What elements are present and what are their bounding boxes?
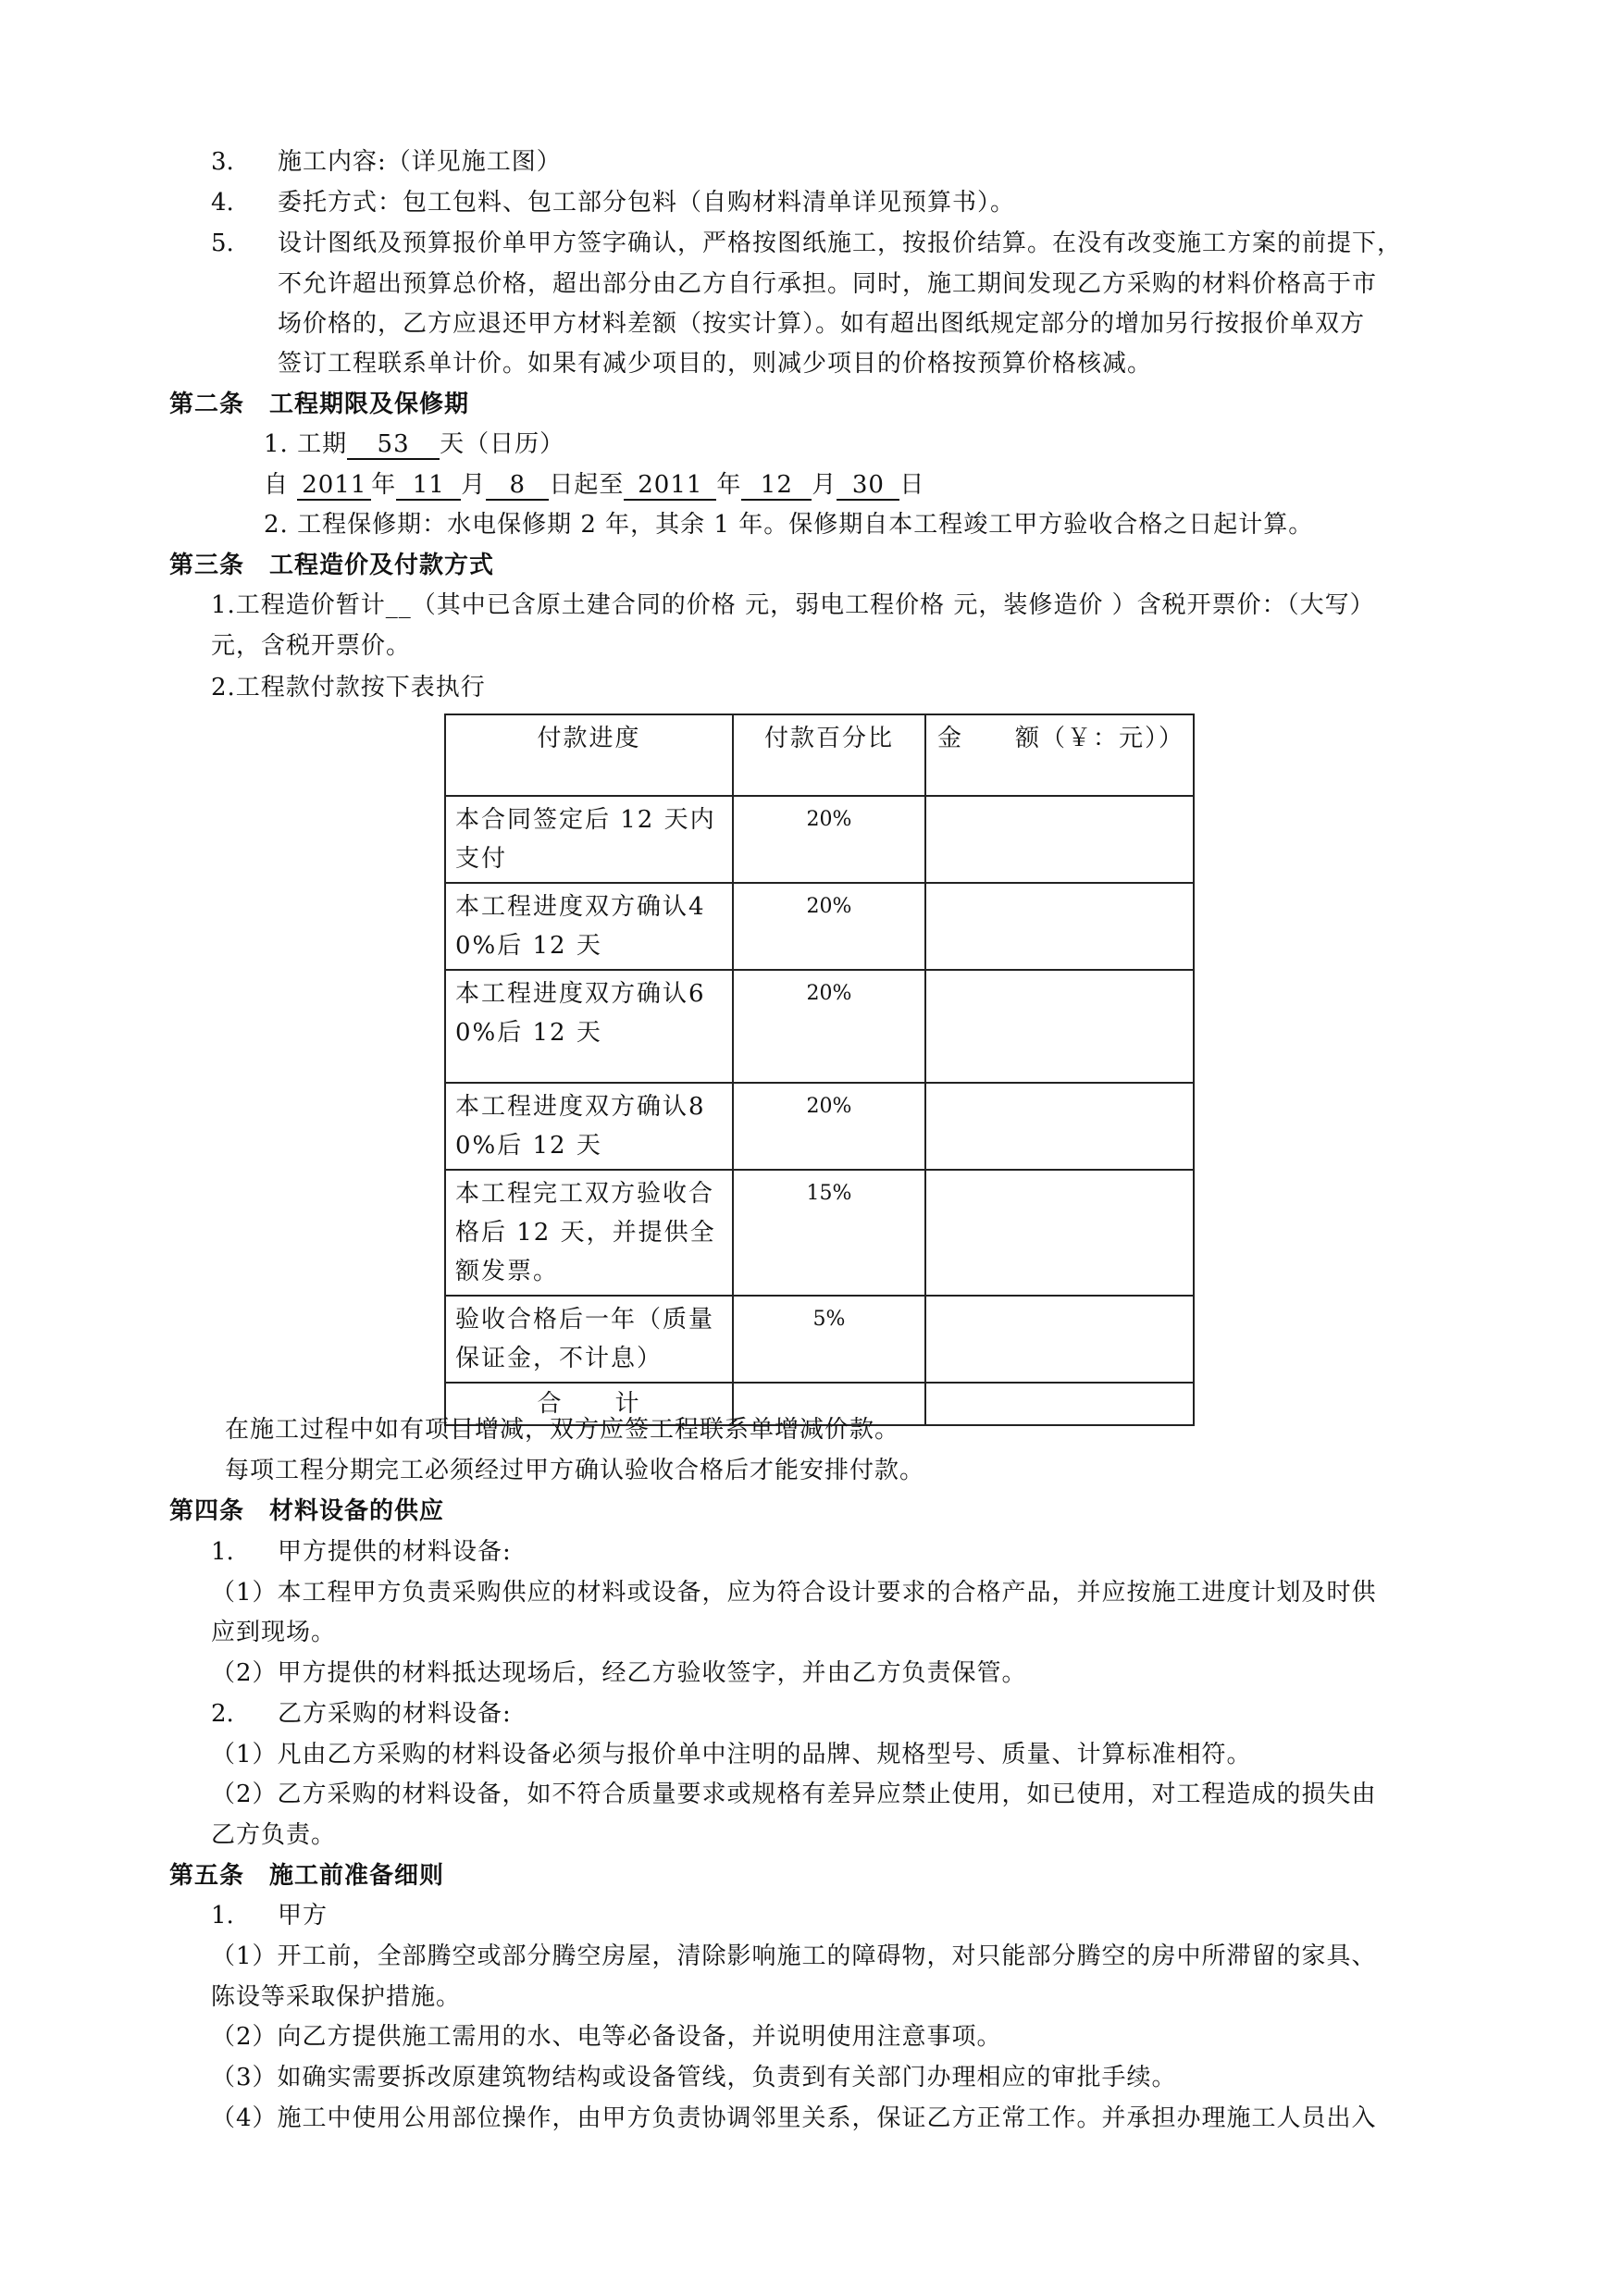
- end-day: 30: [837, 471, 899, 501]
- article-4-sub-1-number: 1.: [211, 1538, 234, 1566]
- table-row: [445, 1083, 1194, 1170]
- row-stage: 验收合格后一年（质量保证金，不计息）: [445, 1296, 733, 1383]
- row-stage: 本工程进度双方确认40%后 12 天: [445, 883, 733, 970]
- article-4-sub-1: 甲方提供的材料设备:: [278, 1538, 512, 1566]
- row-amount: [925, 1170, 1194, 1296]
- article-4-p1-line-1: （1）本工程甲方负责采购供应的材料或设备，应为符合设计要求的合格产品，并应按施工进度计划及时供: [211, 1579, 1377, 1607]
- row-percent: 20%: [733, 796, 925, 883]
- period-days: 53: [347, 430, 440, 460]
- article-5-sub-1-number: 1.: [211, 1902, 234, 1930]
- date-from-label: 自: [264, 471, 290, 499]
- row-amount: [925, 883, 1194, 970]
- item-3-text: 施工内容:（详见施工图）: [278, 148, 562, 176]
- item-5-line-3: 场价格的，乙方应退还甲方材料差额（按实计算）。如有超出图纸规定部分的增加另行按报价单双方: [278, 310, 1366, 338]
- row-stage: 本工程进度双方确认80%后 12 天: [445, 1083, 733, 1170]
- total-label: 合 计: [445, 1383, 733, 1425]
- cost-line-1: 1.工程造价暂计__（其中已含原土建合同的价格 元，弱电工程价格 元，装修造价 ）含税开票价：（大写）: [211, 591, 1375, 619]
- header-amount: 金 额（￥：元））: [925, 714, 1194, 796]
- table-row: [445, 1170, 1194, 1296]
- start-month: 11: [396, 471, 461, 501]
- header-progress: 付款进度: [445, 714, 733, 796]
- item-3-number: 3.: [211, 148, 234, 176]
- item-4-text: 委托方式：包工包料、包工部分包料（自购材料清单详见预算书）。: [278, 189, 1016, 217]
- article-5-p3: （3）如确实需要拆改原建筑物结构或设备管线，负责到有关部门办理相应的审批手续。: [211, 2064, 1177, 2091]
- row-percent: 20%: [733, 883, 925, 970]
- note-1: 在施工过程中如有项目增减，双方应签工程联系单增减价款。: [225, 1416, 900, 1444]
- start-year-char: 年: [371, 471, 397, 499]
- article-5-heading: 第五条 施工前准备细则: [169, 1862, 445, 1890]
- period-prefix: 1. 工期: [264, 430, 348, 458]
- article-5-p1-line-2: 陈设等采取保护措施。: [211, 1983, 462, 2011]
- warranty-line: 2. 工程保修期：水电保修期 2 年，其余 1 年。保修期自本工程竣工甲方验收合格之日起计算。: [264, 511, 1314, 539]
- total-amount: [925, 1383, 1194, 1425]
- article-4-p1-line-2: 应到现场。: [211, 1619, 337, 1646]
- row-stage: 本合同签定后 12 天内支付: [445, 796, 733, 883]
- row-stage: 本工程完工双方验收合格后 12 天，并提供全额发票。: [445, 1170, 733, 1296]
- row-percent: 20%: [733, 1083, 925, 1170]
- table-row: [445, 796, 1194, 883]
- item-5-number: 5.: [211, 230, 234, 257]
- article-3-heading: 第三条 工程造价及付款方式: [169, 552, 495, 579]
- row-percent: 15%: [733, 1170, 925, 1296]
- payment-schedule-table: [444, 714, 1195, 1426]
- row-percent: 20%: [733, 970, 925, 1083]
- row-amount: [925, 796, 1194, 883]
- article-5-p4: （4）施工中使用公用部位操作，由甲方负责协调邻里关系，保证乙方正常工作。并承担办理施工人员出入: [211, 2104, 1377, 2132]
- article-4-p2: （2）甲方提供的材料抵达现场后，经乙方验收签字，并由乙方负责保管。: [211, 1659, 1027, 1687]
- article-2-heading: 第二条 工程期限及保修期: [169, 391, 470, 418]
- start-day: 8: [486, 471, 549, 501]
- period-suffix: 天（日历）: [440, 430, 565, 458]
- article-4-heading: 第四条 材料设备的供应: [169, 1497, 445, 1525]
- start-month-char: 月: [461, 471, 487, 499]
- row-percent: 5%: [733, 1296, 925, 1383]
- end-month: 12: [741, 471, 812, 501]
- article-5-sub-1: 甲方: [278, 1902, 329, 1930]
- article-5-p1-line-1: （1）开工前，全部腾空或部分腾空房屋，清除影响施工的障碍物，对只能部分腾空的房中所滞留的家具、: [211, 1942, 1377, 1970]
- end-year: 2011: [624, 471, 716, 501]
- table-header-row: [445, 714, 1194, 796]
- article-4-p3: （1）凡由乙方采购的材料设备必须与报价单中注明的品牌、规格型号、质量、计算标准相符。: [211, 1741, 1252, 1769]
- article-4-p4-line-1: （2）乙方采购的材料设备，如不符合质量要求或规格有差异应禁止使用，如已使用，对工程造成的损失由: [211, 1781, 1377, 1808]
- start-year: 2011: [297, 471, 371, 501]
- item-5-line-4: 签订工程联系单计价。如果有减少项目的，则减少项目的价格按预算价格核减。: [278, 350, 1153, 378]
- cost-line-2: 元，含税开票价。: [211, 632, 412, 660]
- table-row: [445, 970, 1194, 1083]
- table-intro: 2.工程款付款按下表执行: [211, 674, 486, 701]
- end-year-char: 年: [716, 471, 742, 499]
- article-4-sub-2: 乙方采购的材料设备:: [278, 1700, 512, 1728]
- start-suffix: 日起至: [549, 471, 625, 499]
- article-5-p2: （2）向乙方提供施工需用的水、电等必备设备，并说明使用注意事项。: [211, 2023, 1002, 2051]
- item-4-number: 4.: [211, 189, 234, 217]
- article-4-sub-2-number: 2.: [211, 1700, 234, 1728]
- table-row: [445, 1296, 1194, 1383]
- end-month-char: 月: [812, 471, 837, 499]
- row-amount: [925, 1296, 1194, 1383]
- table-row: [445, 883, 1194, 970]
- row-amount: [925, 1083, 1194, 1170]
- header-percent: 付款百分比: [733, 714, 925, 796]
- row-stage: 本工程进度双方确认60%后 12 天: [445, 970, 733, 1083]
- construction-period-line: [264, 428, 564, 460]
- item-5-line-2: 不允许超出预算总价格，超出部分由乙方自行承担。同时，施工期间发现乙方采购的材料价格高于市: [278, 270, 1378, 298]
- article-4-p4-line-2: 乙方负责。: [211, 1821, 337, 1849]
- date-range-line: [264, 469, 924, 501]
- item-5-line-1: 设计图纸及预算报价单甲方签字确认，严格按图纸施工，按报价结算。在没有改变施工方案的前提下，: [278, 230, 1403, 257]
- row-amount: [925, 970, 1194, 1083]
- note-2: 每项工程分期完工必须经过甲方确认验收合格后才能安排付款。: [225, 1457, 925, 1484]
- end-suffix: 日: [899, 471, 925, 499]
